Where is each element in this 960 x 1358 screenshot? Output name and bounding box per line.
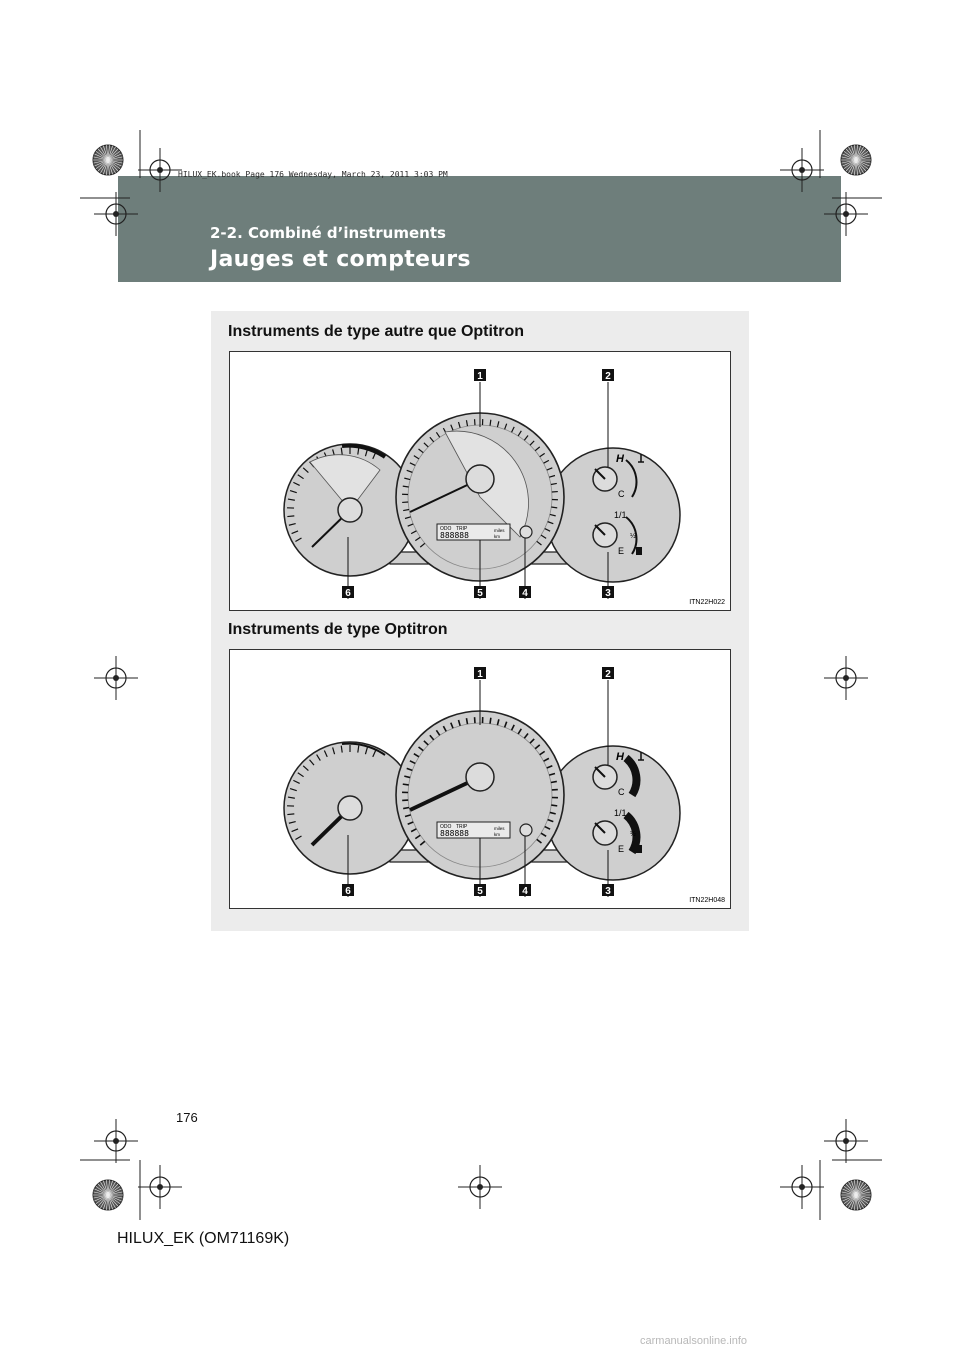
footer-manual-id: HILUX_EK (OM71169K) [117,1230,290,1247]
registration-dot [477,1184,483,1190]
callout-number: 2 [605,371,611,382]
figure-code: ITN22H048 [689,897,725,904]
figure-1-caption: Instruments de type autre que Optitron [228,323,525,340]
fuel-empty-label: E [618,546,625,556]
registration-dot [113,1138,119,1144]
temp-cold-label: C [618,489,625,499]
section-label: 2-2. Combiné d’instruments [210,224,446,242]
odometer-trip-label: TRIP [456,824,468,830]
registration-dot [799,1184,805,1190]
odometer-unit-miles: miles [494,528,505,533]
callout-number: 1 [477,669,483,680]
odometer-odo-label: ODO [440,526,452,532]
callout-number: 3 [605,886,611,897]
book-stamp: HILUX_EK.book Page 176 Wednesday, March 23, 2011 3:03 PM [178,170,448,179]
callout-number: 6 [345,588,351,599]
page-number: 176 [176,1110,198,1125]
fuel-empty-label: E [618,844,625,854]
fuel-full-label: 1/1 [614,510,627,520]
registration-dot [157,167,163,173]
fuel-half-label: ½ [630,831,636,838]
temp-hot-label: H [616,453,624,465]
callout-number: 4 [522,588,528,599]
registration-dot [157,1184,163,1190]
callout-number: 5 [477,588,483,599]
callout-number: 1 [477,371,483,382]
odometer-unit-km: km [494,832,500,837]
figure-code: ITN22H022 [689,599,725,606]
watermark: carmanualsonline.info [640,1335,748,1347]
temp-cold-label: C [618,787,625,797]
odometer-digits: 888888 [440,829,469,838]
callout-number: 2 [605,669,611,680]
page-title: Jauges et compteurs [210,247,471,272]
odometer-trip-label: TRIP [456,526,468,532]
callout-number: 4 [522,886,528,897]
registration-dot [843,211,849,217]
registration-dot [799,167,805,173]
registration-dot [113,675,119,681]
callout-number: 6 [345,886,351,897]
temp-hot-label: H [616,751,624,763]
figure-2-caption: Instruments de type Optitron [228,621,448,638]
odometer-odo-label: ODO [440,824,452,830]
registration-dot [113,211,119,217]
odometer-digits: 888888 [440,531,469,540]
registration-dot [843,1138,849,1144]
callout-number: 5 [477,886,483,897]
fuel-half-label: ½ [630,533,636,540]
odometer-unit-km: km [494,534,500,539]
fuel-full-label: 1/1 [614,808,627,818]
registration-dot [843,675,849,681]
callout-number: 3 [605,588,611,599]
odometer-unit-miles: miles [494,826,505,831]
